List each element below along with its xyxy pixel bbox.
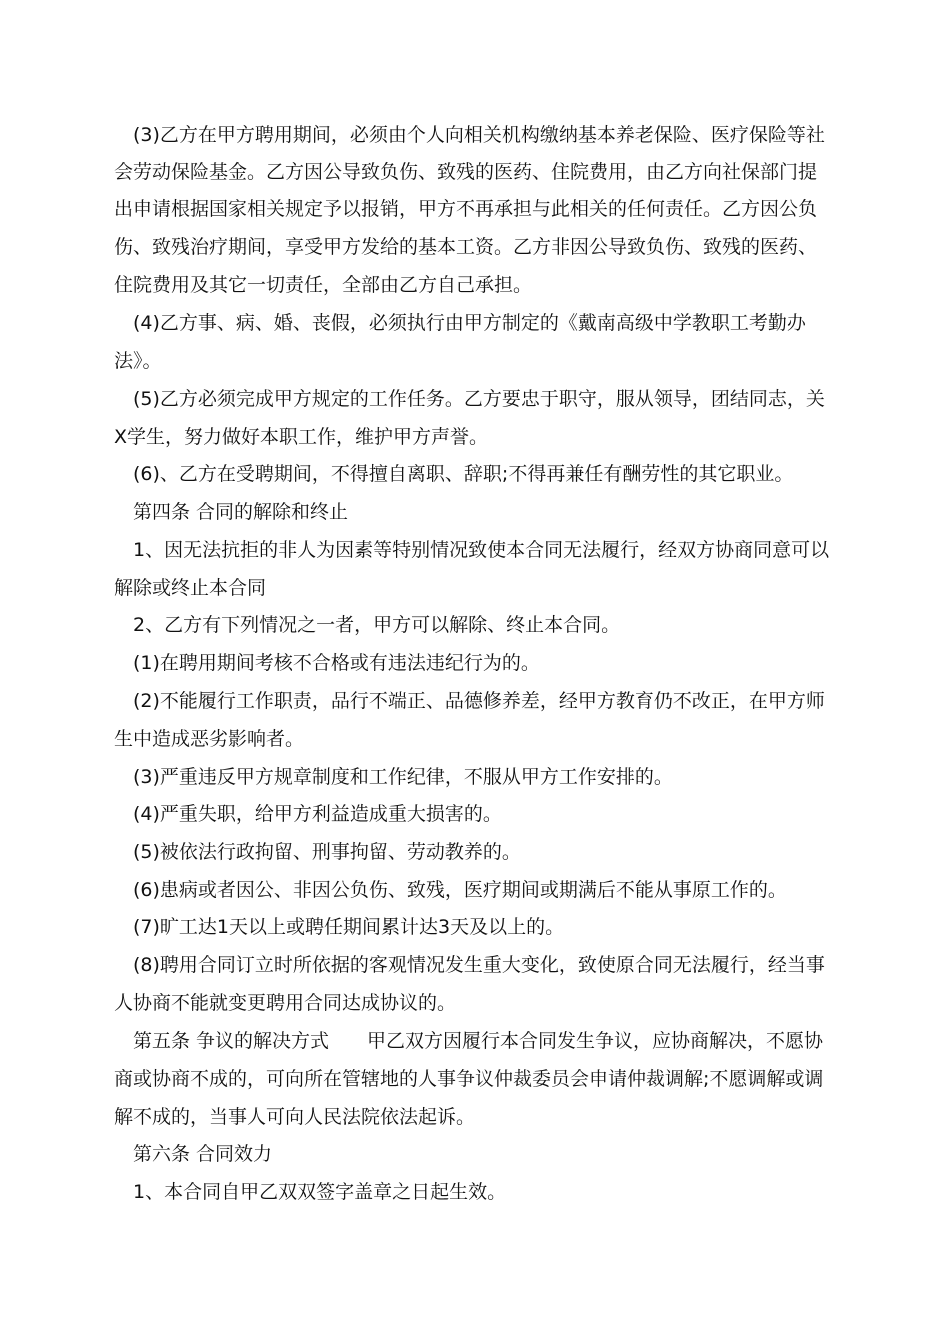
text-line: (5)乙方必须完成甲方规定的工作任务。乙方要忠于职守，服从领导，团结同志，关 — [114, 388, 825, 410]
text-line: (2)不能履行工作职责，品行不端正、品德修养差，经甲方教育仍不改正，在甲方师 — [114, 690, 825, 712]
text-line: 住院费用及其它一切责任，全部由乙方自己承担。 — [114, 274, 533, 296]
text-line: (3)严重违反甲方规章制度和工作纪律，不服从甲方工作安排的。 — [114, 766, 673, 788]
text-line: 生中造成恶劣影响者。 — [114, 728, 305, 750]
text-line: (1)在聘用期间考核不合格或有违法违纪行为的。 — [114, 652, 540, 674]
text-line: 2、乙方有下列情况之一者，甲方可以解除、终止本合同。 — [114, 614, 621, 636]
text-line: (3)乙方在甲方聘用期间，必须由个人向相关机构缴纳基本养老保险、医疗保险等社 — [114, 124, 825, 146]
text-line: (6)患病或者因公、非因公负伤、致残，医疗期间或期满后不能从事原工作的。 — [114, 879, 787, 901]
text-line: (4)乙方事、病、婚、丧假，必须执行由甲方制定的《戴南高级中学教职工考勤办 — [114, 312, 806, 334]
text-line: (6)、乙方在受聘期间，不得擅自离职、辞职;不得再兼任有酬劳性的其它职业。 — [114, 463, 794, 485]
text-line: 解除或终止本合同 — [114, 577, 267, 599]
text-line: 1、本合同自甲乙双双签字盖章之日起生效。 — [114, 1181, 507, 1203]
text-line: (4)严重失职，给甲方利益造成重大损害的。 — [114, 803, 502, 825]
text-line: 解不成的，当事人可向人民法院依法起诉。 — [114, 1106, 476, 1128]
text-line: 第六条 合同效力 — [114, 1143, 273, 1165]
text-line: 会劳动保险基金。乙方因公导致负伤、致残的医药、住院费用，由乙方向社保部门提 — [114, 161, 818, 183]
text-line: X学生，努力做好本职工作，维护甲方声誉。 — [114, 426, 489, 448]
text-line: 商或协商不成的，可向所在管辖地的人事争议仲裁委员会申请仲裁调解;不愿调解或调 — [114, 1068, 824, 1090]
text-line: (7)旷工达1天以上或聘任期间累计达3天及以上的。 — [114, 916, 565, 938]
text-line: (5)被依法行政拘留、刑事拘留、劳动教养的。 — [114, 841, 521, 863]
text-line: 法》。 — [114, 350, 162, 372]
text-line: 伤、致残治疗期间，享受甲方发给的基本工资。乙方非因公导致负伤、致残的医药、 — [114, 236, 818, 258]
text-line: 第四条 合同的解除和终止 — [114, 501, 349, 523]
text-line: 1、因无法抗拒的非人为因素等特别情况致使本合同无法履行，经双方协商同意可以 — [114, 539, 830, 561]
text-line: 人协商不能就变更聘用合同达成协议的。 — [114, 992, 457, 1014]
text-line: 第五条 争议的解决方式 甲乙双方因履行本合同发生争议，应协商解决，不愿协 — [114, 1030, 824, 1052]
text-line: (8)聘用合同订立时所依据的客观情况发生重大变化，致使原合同无法履行，经当事 — [114, 954, 825, 976]
text-line: 出申请根据国家相关规定予以报销，甲方不再承担与此相关的任何责任。乙方因公负 — [114, 198, 818, 220]
